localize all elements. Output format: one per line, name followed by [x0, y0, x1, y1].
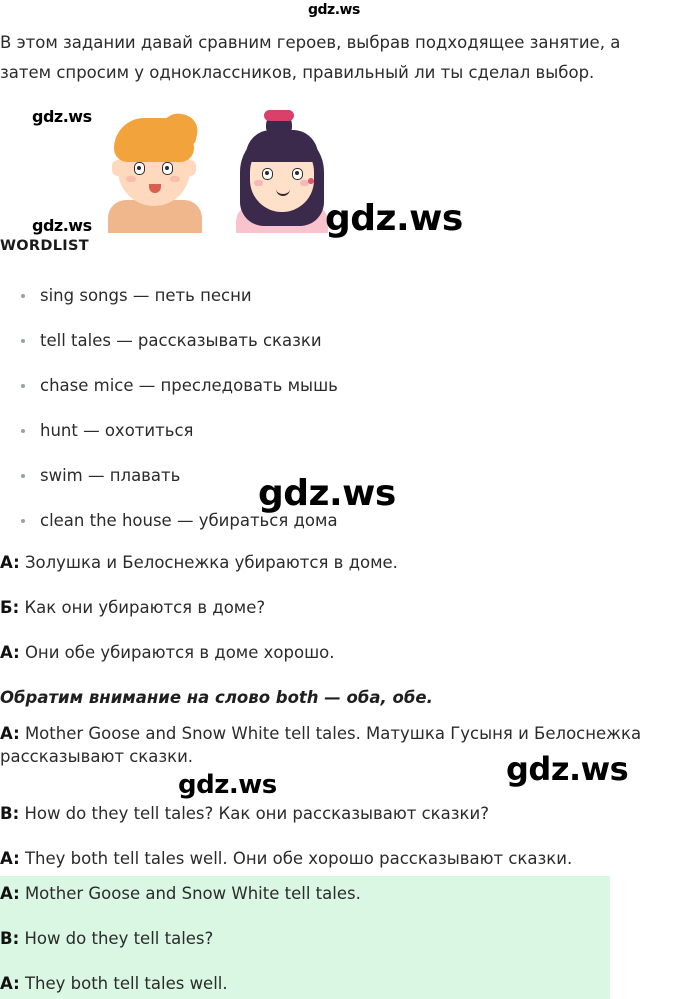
wordlist-item-text: tell tales — рассказывать сказки [40, 331, 322, 350]
girl-bow [264, 110, 294, 121]
boy-pupil-left [137, 166, 141, 170]
dialogue-text: How do they tell tales? [24, 929, 214, 948]
boy-ear-left [112, 160, 124, 176]
dialogue-speaker: A: [0, 724, 20, 743]
list-item [0, 510, 660, 555]
dialogue-line [0, 802, 672, 825]
watermark-small-2: gdz.ws [32, 216, 92, 235]
wordlist-item-text: clean the house — убираться дома [40, 511, 338, 530]
wordlist-item-text: sing songs — петь песни [40, 286, 252, 305]
dialogue-speaker: A: [0, 849, 20, 868]
boy-pupil-right [165, 166, 169, 170]
dialogue-speaker: Б: [0, 598, 20, 617]
bullet-icon [21, 519, 25, 523]
girl-pupil-left [265, 171, 269, 175]
dialogue-text: Mother Goose and Snow White tell tales. [24, 884, 361, 903]
list-item [0, 375, 660, 420]
dialogue-line [0, 882, 361, 905]
boy-cheek-right [170, 176, 180, 182]
list-item [0, 420, 660, 465]
dialogue-speaker: A: [0, 553, 20, 572]
girl-pupil-right [295, 171, 299, 175]
bullet-icon [21, 294, 25, 298]
wordlist-item-text: swim — плавать [40, 466, 181, 485]
wordlist-title: WORDLIST [0, 238, 89, 254]
dialogue-text: They both tell tales well. Они обе хорошо рассказывают сказки. [24, 849, 573, 868]
dialogue-text: Как они убираются в доме? [24, 598, 266, 617]
wordlist-item-text: hunt — охотиться [40, 421, 194, 440]
bullet-icon [21, 429, 25, 433]
list-item [0, 285, 660, 330]
girl-earring [308, 178, 314, 184]
dialogue-speaker: A: [0, 884, 20, 903]
dialogue-speaker: A: [0, 643, 20, 662]
grammar-note: Обратим внимание на слово both — оба, обе. [0, 688, 433, 707]
boy-cheek-left [126, 176, 136, 182]
dialogue-line [0, 972, 228, 995]
dialogue-speaker: B: [0, 804, 20, 823]
dialogue-line [0, 641, 672, 664]
watermark-low-2: gdz.ws [506, 750, 629, 788]
boy-ear-right [184, 160, 196, 176]
dialogue-speaker: B: [0, 929, 20, 948]
list-item [0, 330, 660, 375]
watermark-small-1: gdz.ws [32, 107, 92, 126]
watermark-low-1: gdz.ws [178, 770, 277, 800]
dialogue-line [0, 927, 213, 950]
highlighted-dialogue-block [0, 876, 610, 999]
bullet-icon [21, 339, 25, 343]
dialogue-text: Золушка и Белоснежка убираются в доме. [24, 553, 398, 572]
bullet-icon [21, 474, 25, 478]
dialogue-text: Mother Goose and Snow White tell tales. Матушка Гусыня и Белоснежка рассказывают сказки. [0, 724, 642, 766]
intro-paragraph: В этом задании давай сравним героев, выбрав подходящее занятие, а затем спросим у одноклассников, правильный ли ты сделал выбор. [0, 33, 621, 82]
dialogue-speaker: A: [0, 974, 20, 993]
dialogue-text: Они обе убираются в доме хорошо. [24, 643, 335, 662]
wordlist-item-text: chase mice — преследовать мышь [40, 376, 338, 395]
dialogue-text: They both tell tales well. [24, 974, 228, 993]
watermark-top: gdz.ws [308, 2, 360, 18]
characters-illustration [96, 108, 336, 233]
bullet-icon [21, 384, 25, 388]
wordlist [0, 285, 660, 555]
dialogue-text: How do they tell tales? Как они рассказывают сказки? [24, 804, 489, 823]
girl-fringe [246, 130, 318, 162]
watermark-mid: gdz.ws [325, 198, 463, 239]
dialogue-line [0, 847, 672, 870]
dialogue-line [0, 551, 672, 574]
watermark-center: gdz.ws [258, 473, 396, 514]
girl-cheek-left [254, 180, 263, 186]
dialogue-line [0, 596, 672, 619]
